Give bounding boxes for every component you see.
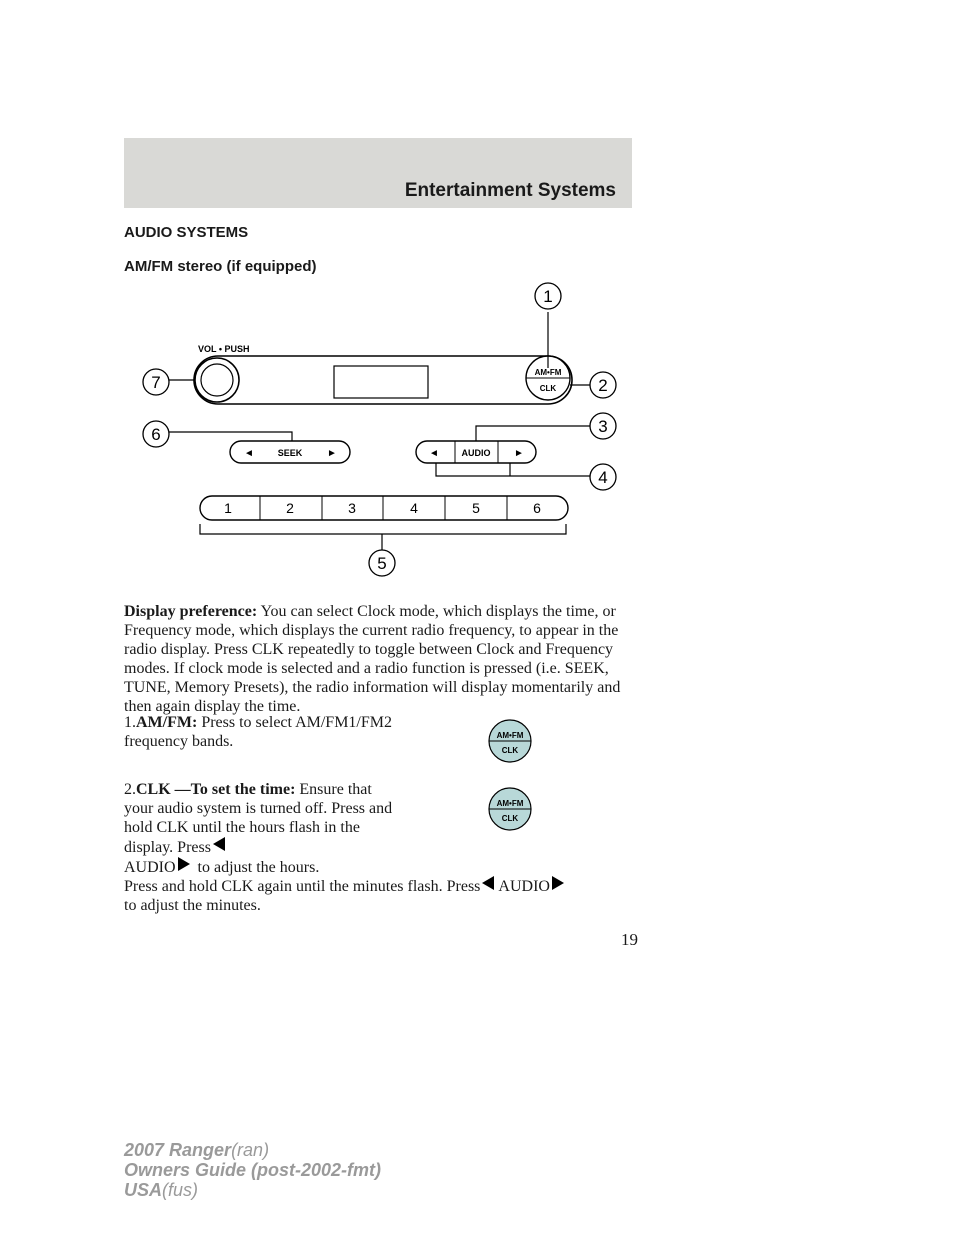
item-clk-label: CLK —To set the time:	[136, 781, 296, 798]
svg-text:3: 3	[598, 417, 608, 436]
display-preference-label: Display preference:	[124, 603, 258, 620]
display-preference-paragraph	[124, 602, 639, 716]
item-clk-text-b: to adjust the hours.	[197, 859, 320, 876]
right-arrow-icon	[178, 857, 190, 871]
svg-text:AM•FM: AM•FM	[496, 731, 524, 740]
svg-text:4: 4	[598, 468, 608, 487]
radio-faceplate-diagram	[124, 280, 624, 580]
subsection-title: AM/FM stereo (if equipped)	[124, 258, 317, 275]
svg-text:6: 6	[151, 425, 161, 444]
vol-push-label: VOL • PUSH	[198, 344, 250, 354]
svg-text:5: 5	[377, 554, 387, 573]
section-title: AUDIO SYSTEMS	[124, 224, 249, 241]
seek-label: SEEK	[277, 448, 303, 458]
minutes-paragraph: Press and hold CLK again until the minutes flash. Press AUDIO to adjust the minutes.	[124, 876, 639, 915]
item-amfm-text: Press to select AM/FM1/FM2 frequency bands.	[124, 714, 392, 750]
svg-text:◄: ◄	[429, 448, 439, 459]
svg-text:7: 7	[151, 373, 161, 392]
item-amfm-label: AM/FM:	[136, 714, 198, 731]
preset-1: 1	[224, 500, 232, 516]
clk-label: CLK	[539, 384, 557, 393]
preset-6: 6	[533, 500, 541, 516]
volume-knob-inner	[201, 364, 233, 396]
svg-text:►: ►	[327, 448, 337, 459]
amfm-clk-button-icon	[487, 718, 533, 764]
svg-text:AM•FM: AM•FM	[496, 799, 524, 808]
preset-4: 4	[410, 500, 418, 516]
preset-2: 2	[286, 500, 294, 516]
header-band	[124, 138, 632, 208]
audio-label: AUDIO	[461, 448, 491, 458]
radio-display	[334, 366, 428, 398]
display-preference-text: You can select Clock mode, which displays the time, or Frequency mode, which displays the current radio frequency, to appear in the radio display. Press CLK repeatedly to toggle between Clock and Frequency modes. If clock mode is selected and a radio function is pressed (i.e. SEEK, TUNE, Memory Presets), the radio information will display momentarily and then again display the time.	[124, 603, 621, 715]
svg-text:CLK: CLK	[501, 746, 519, 755]
page-number: 19	[621, 930, 638, 949]
item-amfm: 1.AM/FM: Press to select AM/FM1/FM2 frequency bands.	[124, 714, 392, 750]
footer: 2007 Ranger(ran) Owners Guide (post-2002-fmt) USA(fus)	[124, 1140, 382, 1200]
svg-text:◄: ◄	[244, 448, 254, 459]
amfm-label: AM•FM	[534, 368, 562, 377]
page-header-title: Entertainment Systems	[404, 180, 616, 201]
svg-text:2: 2	[598, 376, 608, 395]
preset-3: 3	[348, 500, 356, 516]
item-clk-text-a: Ensure that your audio system is turned off. Press and hold CLK until the hours flash in the display. Press	[124, 781, 393, 856]
left-arrow-icon	[482, 876, 494, 890]
amfm-clk-button-icon-2	[487, 786, 533, 832]
svg-text:1: 1	[543, 287, 553, 306]
svg-text:CLK: CLK	[501, 814, 519, 823]
svg-text:►: ►	[514, 448, 524, 459]
item-clk: 2.CLK —To set the time: Ensure that your audio system is turned off. Press and hold CLK until the hours flash in the display. Press AUDIO to adjust the hours.	[124, 781, 393, 876]
left-arrow-icon	[213, 837, 225, 851]
preset-5: 5	[472, 500, 480, 516]
right-arrow-icon	[552, 876, 564, 890]
preset-bar	[200, 496, 568, 520]
